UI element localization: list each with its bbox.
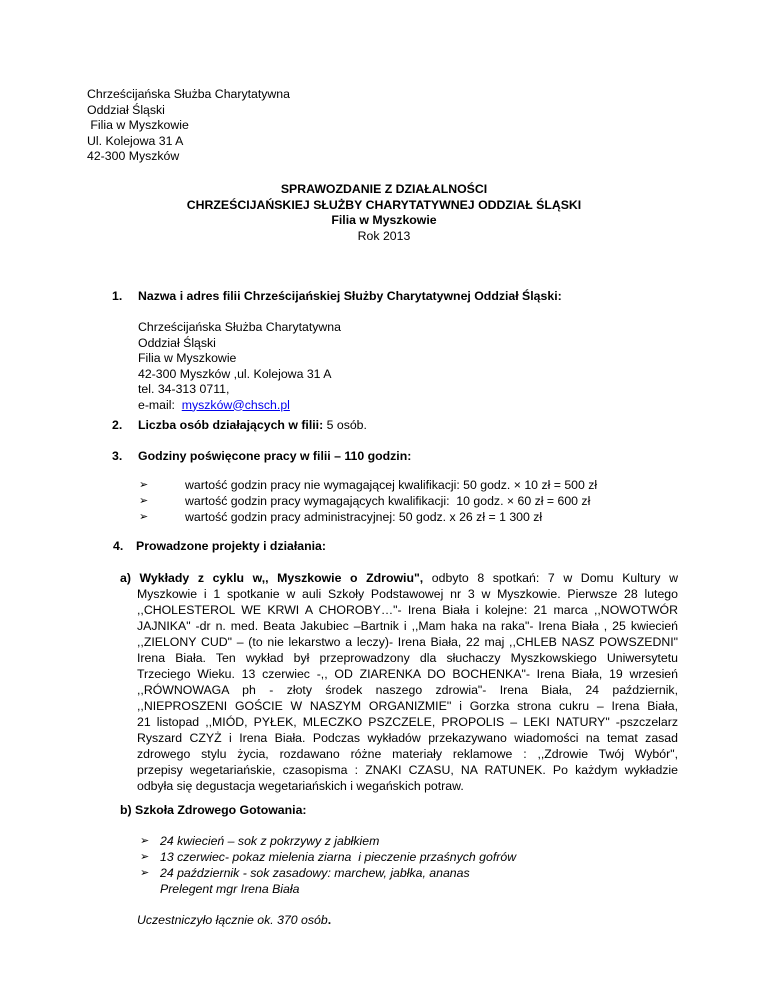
lectures-line: Trzeciego Wieku. 13 czerwiec -,, OD ZIARENKA DO BOCHENKA"- Irena Biała, 19 wrzesień (137, 667, 678, 681)
sender-line: Chrześcijańska Służba Charytatywna (87, 87, 290, 101)
lectures-line: Myszkowie i 1 spotkanie w auli Szkoły Podstawowej nr 3 w Myszkowie. Pierwsze 28 lutego (137, 587, 678, 601)
section-1-number: 1. (112, 289, 123, 303)
lectures-line: ,,RÓWNOWAGA ph - złoty środek naszego zdrowia"- Irena Biała, 24 październik, (137, 683, 678, 697)
lectures-label: a) Wykłady z cyklu w,, Myszkowie o Zdrowiu", (120, 571, 424, 585)
email-link[interactable]: myszków@chsch.pl (181, 397, 290, 412)
section-3-heading: Godziny poświęcone pracy w filii – 110 godzin: (138, 449, 412, 463)
title-line-4: Rok 2013 (357, 228, 411, 243)
lectures-line: JAJNIKA" -dr n. med. Beata Jakubiec –Bartnik i ,,Mam haka na raka"- Irena Biała , 25 kwiecień (137, 619, 678, 633)
arrow-bullet-icon: ➢ (140, 867, 150, 879)
participants-summary (137, 913, 331, 929)
participants-text: Uczestniczyło łącznie ok. 370 osób (137, 913, 328, 927)
section-4-number: 4. (113, 539, 124, 553)
participants-period: . (327, 913, 332, 927)
arrow-bullet-icon: ➢ (140, 851, 150, 863)
section-2-heading: Liczba osób działających w filii: (138, 418, 324, 432)
sender-line: Ul. Kolejowa 31 A (87, 133, 184, 148)
title-line-2: CHRZEŚCIJAŃSKIEJ SŁUŻBY CHARYTATYWNEJ ODDZIAŁ ŚLĄSKI (186, 197, 582, 212)
sender-line: Filia w Myszkowie (87, 118, 189, 132)
sender-line: Oddział Śląski (87, 102, 165, 117)
lectures-first-line (120, 570, 678, 586)
lectures-line: przepisy wegetariańskie, czasopisma : ZNAKI CZASU, NA RATUNEK. Po każdym wykładzie (137, 763, 678, 777)
lectures-paragraph (120, 570, 678, 794)
lectures-line: ,,NIEPROSZENI GOŚCIE W NASZYM ORGANIZMIE'' i Gorzka strona cukru – Irena Biała, (137, 699, 678, 713)
section-4-heading: Prowadzone projekty i działania: (136, 539, 326, 553)
branch-address (138, 320, 341, 413)
section-2-value: 5 osób. (323, 418, 367, 432)
cooking-school-heading: b) Szkoła Zdrowego Gotowania: (120, 803, 307, 817)
cooking-item: 13 czerwiec- pokaz mielenia ziarna i pieczenie przaśnych gofrów (160, 850, 517, 864)
lectures-line: ,,CHOLESTEROL WE KRWI A CHOROBY…"- Irena Biała i kolejne: 21 marca ,,NOWOTWÓR (137, 603, 678, 617)
address-line: tel. 34-313 0711, (138, 382, 230, 396)
arrow-bullet-icon: ➢ (139, 495, 149, 507)
arrow-bullet-icon: ➢ (139, 479, 149, 491)
lectures-body (120, 586, 678, 794)
title-line-3: Filia w Myszkowie (331, 213, 437, 227)
hours-item: wartość godzin pracy nie wymagającej kwalifikacji: 50 godz. × 10 zł = 500 zł (185, 478, 598, 492)
address-line: Chrześcijańska Służba Charytatywna (138, 320, 341, 334)
hours-item: wartość godzin pracy wymagających kwalifikacji: 10 godz. × 60 zł = 600 zł (185, 494, 591, 508)
lectures-line: Irena Biała. Ten wykład był przeprowadzony dla słuchaczy Myszkowskiego Uniwersytetu (137, 651, 678, 665)
lectures-line: odbyto 8 spotkań: 7 w Domu Kultury w (423, 571, 678, 585)
title-line-1: SPRAWOZDANIE Z DZIAŁALNOŚCI (280, 182, 488, 196)
section-2-text (138, 418, 367, 434)
address-line: Filia w Myszkowie (138, 351, 237, 365)
section-3-number: 3. (112, 449, 123, 463)
sender-address (87, 87, 290, 165)
section-2-number: 2. (112, 418, 123, 432)
address-line: Oddział Śląski (138, 335, 216, 350)
report-title (80, 182, 688, 244)
lectures-line: ,,ZIELONY CUD" – (to nie lekarstwo a leczy)- Irena Biała, 22 maj ,,CHLEB NASZ POWSZEDNI" (137, 635, 678, 649)
lecturer-line: Prelegent mgr Irena Biała (160, 882, 300, 896)
email-line (138, 398, 341, 414)
arrow-bullet-icon: ➢ (139, 511, 149, 523)
cooking-item: 24 październik - sok zasadowy: marchew, jabłka, ananas (160, 866, 470, 880)
lectures-line: 21 listopad ,,MIÓD, PYŁEK, MLECZKO PSZCZELE, PROPOLIS – LEKI NATURY" -pszczelarz (137, 715, 678, 729)
address-line: 42-300 Myszków ,ul. Kolejowa 31 A (138, 366, 332, 381)
lectures-line: zdrowego stylu życia, rozdawano różne materiały reklamowe : ,,Zdrowie Twój Wybór", (137, 747, 678, 761)
section-1-heading: Nazwa i adres filii Chrześcijańskiej Służby Charytatywnej Oddział Śląski: (138, 289, 562, 303)
lectures-line: odbyła się degustacja wegetariańskich i wegańskich potraw. (137, 779, 464, 793)
email-label: e-mail: (138, 397, 182, 412)
lectures-line: Ryszard CZYŻ i Irena Biała. Podczas wykładów przekazywano wiadomości na temat zasad (137, 731, 678, 745)
hours-item: wartość godzin pracy administracyjnej: 50 godz. x 26 zł = 1 300 zł (185, 510, 543, 524)
arrow-bullet-icon: ➢ (140, 835, 150, 847)
cooking-item: 24 kwiecień – sok z pokrzywy z jabłkiem (160, 834, 380, 848)
sender-line: 42-300 Myszków (87, 149, 180, 163)
